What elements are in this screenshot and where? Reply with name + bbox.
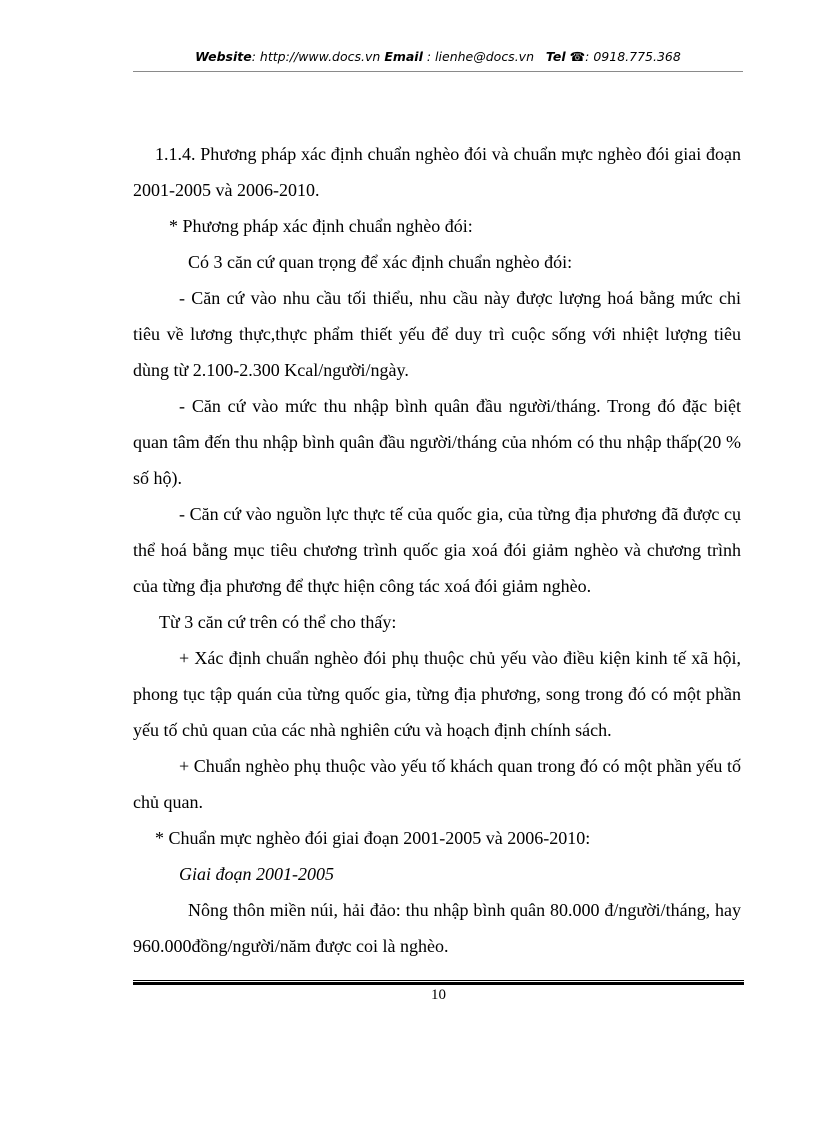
paragraph-conclusion: Từ 3 căn cứ trên có thể cho thấy:	[159, 612, 397, 632]
plus-item-standard: + Chuẩn nghèo phụ thuộc vào yếu tố khách quan trong đó có một phần yếu tố chủ quan.	[133, 756, 741, 812]
header-divider	[133, 71, 743, 72]
tel-number: : 0918.775.368	[585, 49, 681, 64]
paragraph-rural: Nông thôn miền núi, hải đảo: thu nhập bình quân 80.000 đ/người/tháng, hay 960.000đồng/người/năm được coi là nghèo.	[133, 900, 741, 956]
bullet-minimum-needs: - Căn cứ vào nhu cầu tối thiểu, nhu cầu này được lượng hoá bằng mức chi tiêu về lương thực,thực phẩm thiết yếu để duy trì cuộc sống với nhiệt lượng tiêu dùng từ 2.100-2.300 Kcal/người/ngày.	[133, 288, 741, 380]
bullet-resources: - Căn cứ vào nguồn lực thực tế của quốc gia, của từng địa phương đã được cụ thể hoá bằng mục tiêu chương trình quốc gia xoá đói giảm nghèo và chương trình của từng địa phương để thực hiện công tác xoá đói giảm nghèo.	[133, 504, 741, 596]
section-heading: 1.1.4. Phương pháp xác định chuẩn nghèo đói và chuẩn mực nghèo đói giai đoạn 2001-2005 và 2006-2010.	[133, 144, 741, 200]
subheading-standard: * Chuẩn mực nghèo đói giai đoạn 2001-2005 và 2006-2010:	[155, 828, 591, 848]
footer-divider	[133, 980, 744, 985]
website-url: : http://www.docs.vn	[251, 49, 381, 64]
tel-label: Tel	[545, 49, 566, 64]
website-label: Website	[195, 49, 252, 64]
period-heading: Giai đoạn 2001-2005	[179, 864, 334, 884]
email-label: Email	[384, 49, 423, 64]
page-number: 10	[431, 987, 446, 1003]
page-header	[133, 49, 743, 64]
document-body	[133, 136, 741, 964]
email-address: : lienhe@docs.vn	[426, 49, 534, 64]
subheading-method: * Phương pháp xác định chuẩn nghèo đói:	[169, 216, 473, 236]
paragraph-intro: Có 3 căn cứ quan trọng để xác định chuẩn nghèo đói:	[188, 252, 573, 272]
bullet-average-income: - Căn cứ vào mức thu nhập bình quân đầu người/tháng. Trong đó đặc biệt quan tâm đến thu nhập bình quân đầu người/tháng của nhóm có thu nhập thấp(20 % số hộ).	[133, 396, 741, 488]
phone-icon: ☎	[569, 49, 586, 64]
plus-item-determination: + Xác định chuẩn nghèo đói phụ thuộc chủ yếu vào điều kiện kinh tế xã hội, phong tục tập quán của từng quốc gia, từng địa phương, song trong đó có một phần yếu tố chủ quan của các nhà nghiên cứu và hoạch định chính sách.	[133, 648, 741, 740]
